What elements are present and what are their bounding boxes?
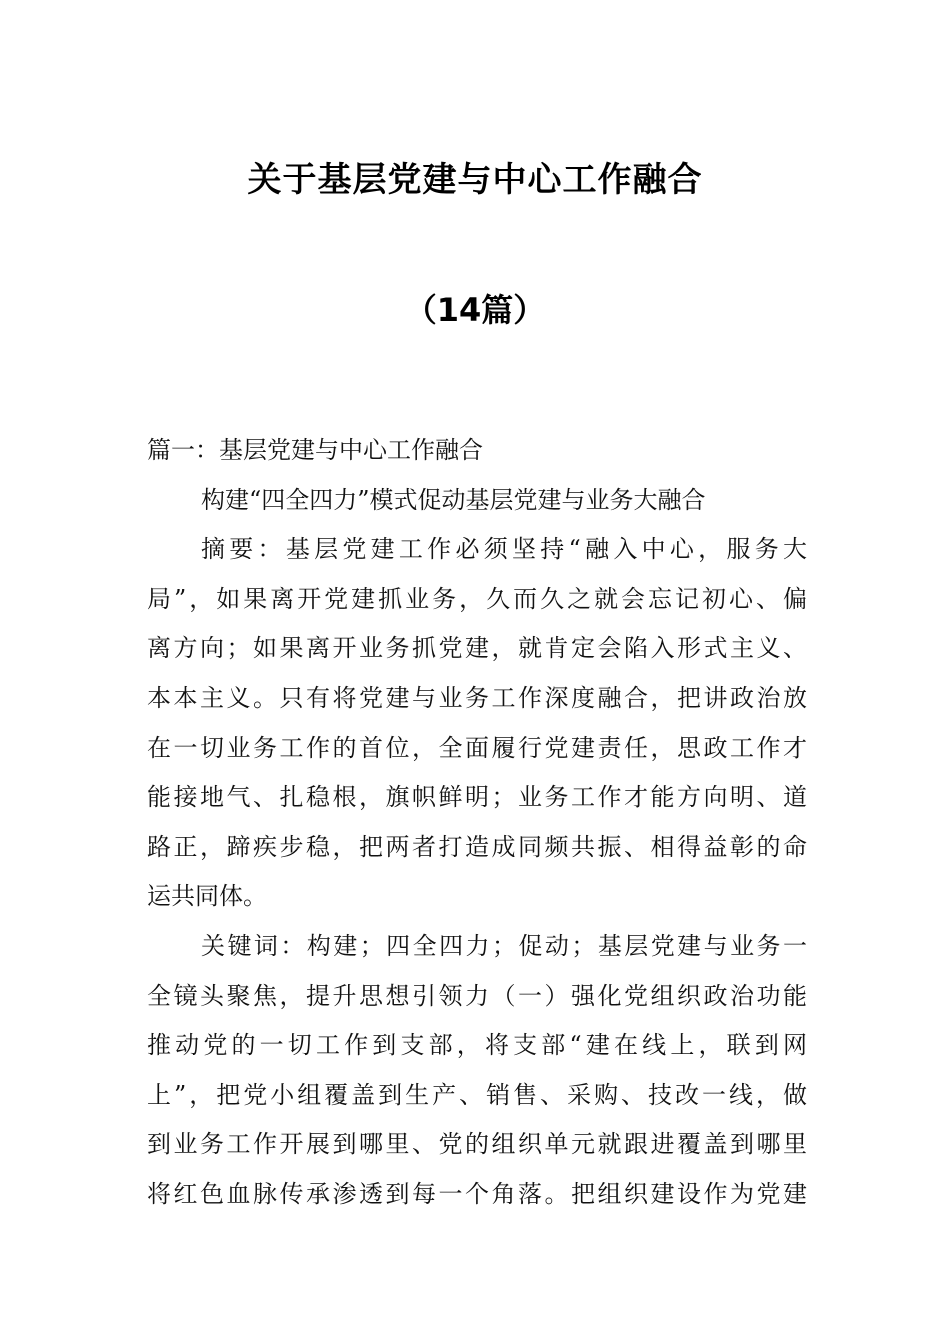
document-subtitle: （14篇） [404, 291, 546, 329]
abstract-line: 路正，蹄疾步稳，把两者打造成同频共振、相得益彰的命 [147, 832, 807, 861]
document-title: 关于基层党建与中心工作融合 [247, 160, 703, 200]
article-title: 构建“四全四力”模式促动基层党建与业务大融合 [201, 485, 706, 514]
abstract-line: 运共同体。 [147, 882, 267, 911]
section-heading: 篇一：基层党建与中心工作融合 [147, 436, 483, 464]
keywords-line: 推动党的一切工作到支部，将支部“建在线上，联到网 [147, 1031, 807, 1060]
keywords-line: 关键词：构建；四全四力；促动；基层党建与业务一 [201, 931, 807, 960]
abstract-line: 在一切业务工作的首位，全面履行党建责任，思政工作才 [147, 733, 807, 762]
abstract-line: 本本主义。只有将党建与业务工作深度融合，把讲政治放 [147, 683, 807, 712]
keywords-line: 将红色血脉传承渗透到每一个角落。把组织建设作为党建 [147, 1179, 807, 1208]
keywords-line: 全镜头聚焦，提升思想引领力（一）强化党组织政治功能 [147, 981, 807, 1010]
keywords-line: 到业务工作开展到哪里、党的组织单元就跟进覆盖到哪里 [147, 1130, 807, 1159]
document-body [147, 426, 807, 1220]
abstract-line: 离方向；如果离开业务抓党建，就肯定会陷入形式主义、 [147, 634, 807, 663]
abstract-line: 摘要：基层党建工作必须坚持“融入中心，服务大 [201, 535, 807, 564]
keywords-line: 上”，把党小组覆盖到生产、销售、采购、技改一线，做 [147, 1080, 807, 1109]
keywords-paragraph [147, 922, 807, 1220]
abstract-line: 局”，如果离开党建抓业务，久而久之就会忘记初心、偏 [147, 584, 807, 613]
abstract-line: 能接地气、扎稳根，旗帜鲜明；业务工作才能方向明、道 [147, 783, 807, 812]
abstract-paragraph [147, 525, 807, 922]
